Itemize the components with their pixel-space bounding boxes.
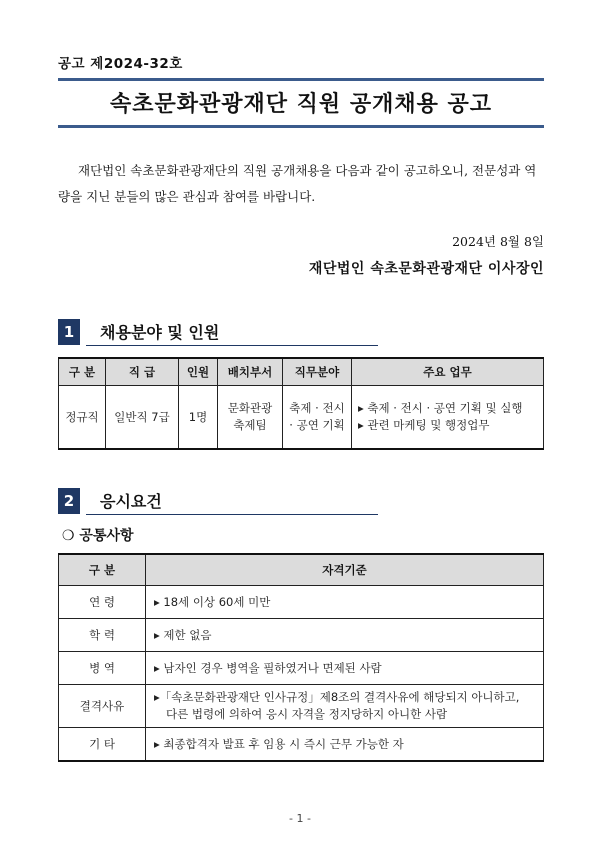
table-row — [59, 685, 544, 728]
section-2-underline — [86, 514, 378, 516]
col-type: 구 분 — [59, 358, 106, 386]
col-count: 인원 — [179, 358, 218, 386]
cell-field-line2: · 공연 기획 — [289, 418, 345, 432]
duty-item: ▸ 축제 · 전시 · 공연 기획 및 실행 — [358, 401, 523, 415]
section-1-title: 채용분야 및 인원 — [100, 323, 220, 342]
cell-field — [283, 386, 352, 450]
col-grade: 직 급 — [106, 358, 179, 386]
requirements-table — [58, 553, 544, 762]
section-1-underline — [86, 345, 378, 347]
row-label-other: 기 타 — [59, 728, 146, 762]
cell-field-line1: 축제 · 전시 — [289, 401, 345, 415]
table-header-row — [59, 554, 544, 586]
table-row — [59, 386, 544, 450]
row-criteria-disqualification — [146, 685, 544, 728]
row-criteria-age: ▸ 18세 이상 60세 미만 — [146, 586, 544, 619]
cell-grade: 일반직 7급 — [106, 386, 179, 450]
cell-count: 1명 — [179, 386, 218, 450]
col-category: 구 분 — [59, 554, 146, 586]
table-row — [59, 619, 544, 652]
title-bottom-rule — [58, 125, 544, 128]
cell-dept-line2: 축제팀 — [233, 418, 267, 432]
table-header-row — [59, 358, 544, 386]
criteria-line-2: 다른 법령에 의하여 응시 자격을 정지당하지 아니한 사람 — [166, 707, 448, 721]
row-criteria-military: ▸ 남자인 경우 병역을 필하였거나 면제된 사람 — [146, 652, 544, 685]
row-label-education: 학 력 — [59, 619, 146, 652]
cell-dept-line1: 문화관광 — [227, 401, 273, 415]
section-1-number: 1 — [58, 319, 80, 345]
section-2-number: 2 — [58, 488, 80, 514]
page-number: - 1 - — [289, 812, 311, 825]
recruitment-table — [58, 357, 544, 450]
issuing-organization: 재단법인 속초문화관광재단 이사장인 — [308, 261, 544, 277]
row-criteria-education: ▸ 제한 없음 — [146, 619, 544, 652]
table-row — [59, 728, 544, 762]
col-field: 직무분야 — [283, 358, 352, 386]
section-1-heading — [58, 319, 378, 345]
notice-number: 공고 제2024-32호 — [58, 56, 183, 72]
common-requirements-heading: ❍ 공통사항 — [62, 528, 134, 544]
cell-duties — [352, 386, 544, 450]
col-dept: 배치부서 — [218, 358, 283, 386]
title-top-rule — [58, 78, 544, 81]
row-label-age: 연 령 — [59, 586, 146, 619]
intro-paragraph: 재단법인 속초문화관광재단의 직원 공개채용을 다음과 같이 공고하오니, 전문성과 역량을 지닌 분들의 많은 관심과 참여를 바랍니다. — [58, 163, 537, 204]
row-label-disqualification: 결격사유 — [59, 685, 146, 728]
col-duties: 주요 업무 — [352, 358, 544, 386]
criteria-line-1: ▸「속초문화관광재단 인사규정」제8조의 결격사유에 해당되지 아니하고, — [154, 690, 520, 704]
row-criteria-other: ▸ 최종합격자 발표 후 임용 시 즉시 근무 가능한 자 — [146, 728, 544, 762]
announcement-date: 2024년 8월 8일 — [452, 234, 544, 249]
table-row — [59, 586, 544, 619]
title-banner — [58, 78, 544, 128]
cell-type: 정규직 — [59, 386, 106, 450]
section-2-title: 응시요건 — [100, 492, 162, 511]
cell-dept — [218, 386, 283, 450]
row-label-military: 병 역 — [59, 652, 146, 685]
duty-item: ▸ 관련 마케팅 및 행정업무 — [358, 418, 490, 432]
page-title: 속초문화관광재단 직원 공개채용 공고 — [109, 92, 492, 117]
section-2-heading — [58, 488, 378, 514]
table-row — [59, 652, 544, 685]
col-criteria: 자격기준 — [146, 554, 544, 586]
